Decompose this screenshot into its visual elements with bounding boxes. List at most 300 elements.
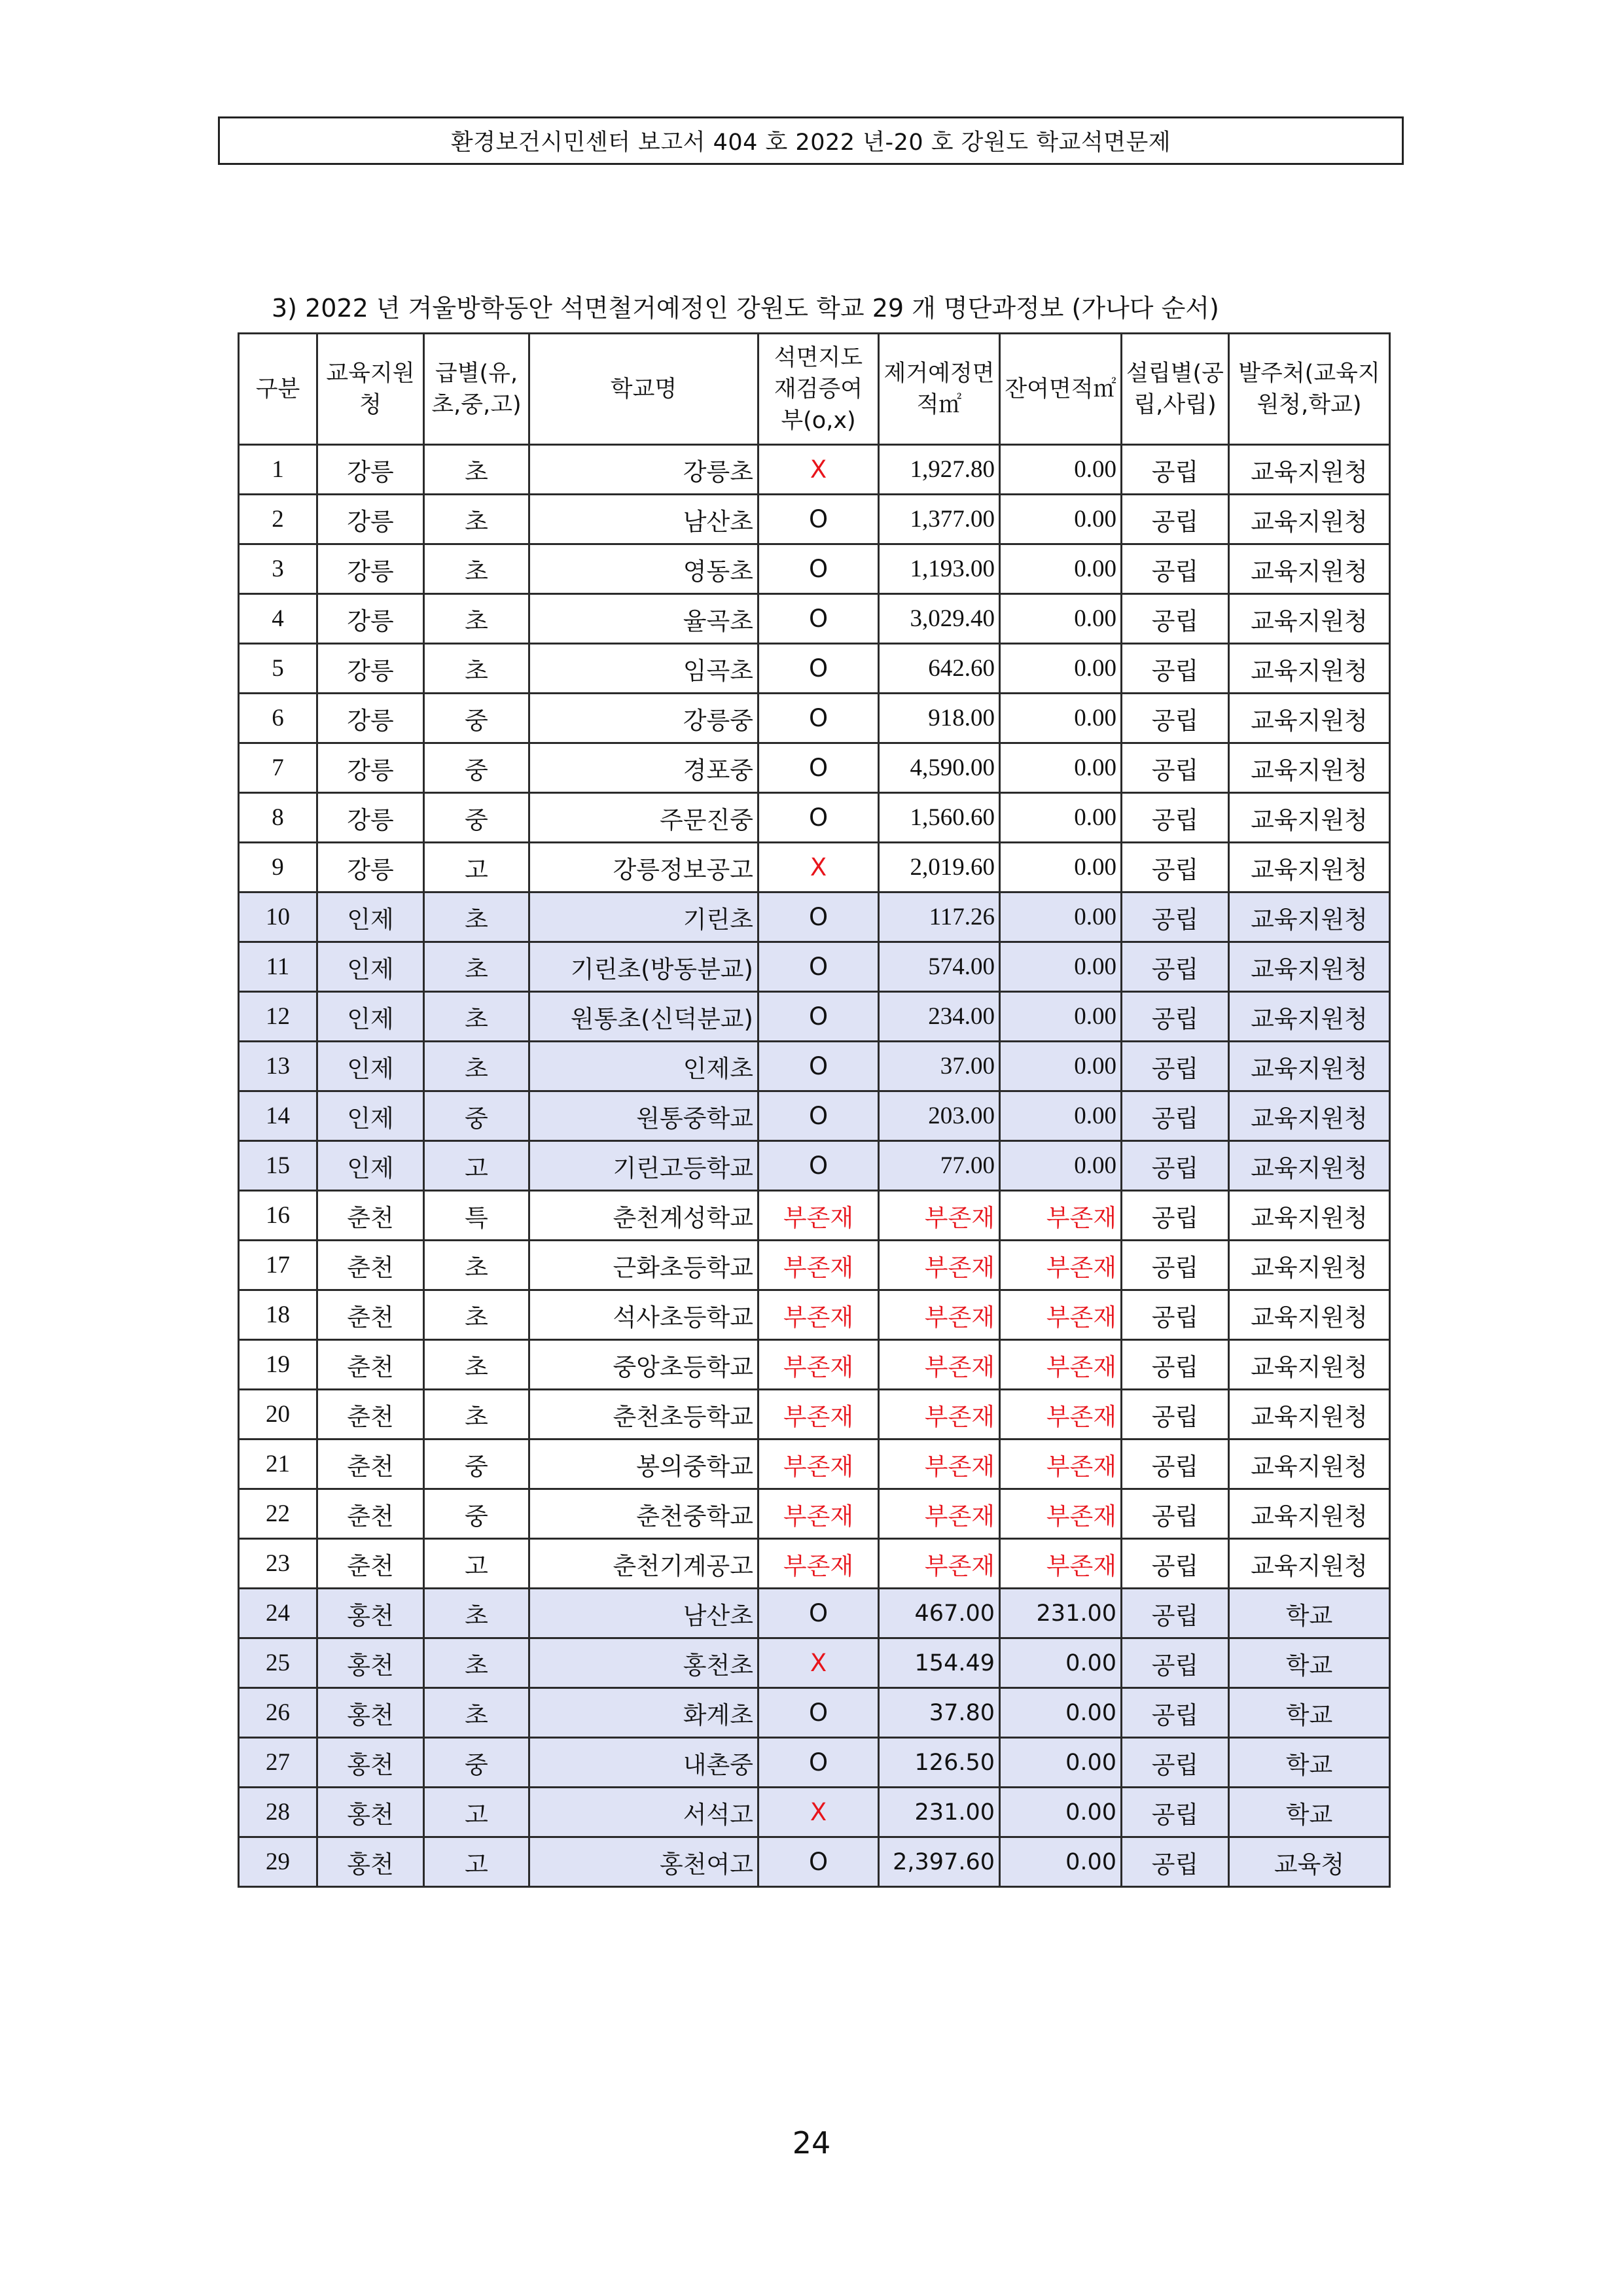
verification-cell: 부존재: [758, 1390, 879, 1439]
removal-area-cell: 234.00: [879, 992, 1000, 1042]
remaining-area-cell: 0.00: [1000, 892, 1122, 942]
header-cell: 급별(유,초,중,고): [424, 334, 529, 445]
row-number-cell: 14: [239, 1091, 317, 1141]
removal-area-cell: 231.00: [879, 1788, 1000, 1837]
level-cell: 고: [424, 1141, 529, 1191]
removal-area-cell: 2,397.60: [879, 1837, 1000, 1887]
removal-area-cell: 부존재: [879, 1390, 1000, 1439]
header-cell: 잔여면적㎡: [1000, 334, 1122, 445]
level-cell: 중: [424, 1439, 529, 1489]
establishment-cell: 공립: [1122, 1688, 1229, 1738]
establishment-cell: 공립: [1122, 942, 1229, 992]
row-number-cell: 27: [239, 1738, 317, 1788]
removal-area-cell: 부존재: [879, 1489, 1000, 1539]
remaining-area-cell: 0.00: [1000, 942, 1122, 992]
orderer-cell: 학교: [1229, 1788, 1390, 1837]
row-number-cell: 18: [239, 1290, 317, 1340]
school-name-cell: 봉의중학교: [529, 1439, 758, 1489]
establishment-cell: 공립: [1122, 1489, 1229, 1539]
school-name-cell: 인제초: [529, 1042, 758, 1091]
orderer-cell: 교육지원청: [1229, 644, 1390, 694]
row-number-cell: 15: [239, 1141, 317, 1191]
row-number-cell: 8: [239, 793, 317, 843]
removal-area-cell: 1,193.00: [879, 544, 1000, 594]
row-number-cell: 13: [239, 1042, 317, 1091]
establishment-cell: 공립: [1122, 1738, 1229, 1788]
table-row: [239, 1290, 1390, 1340]
row-number-cell: 19: [239, 1340, 317, 1390]
office-cell: 춘천: [317, 1439, 424, 1489]
remaining-area-cell: 0.00: [1000, 793, 1122, 843]
level-cell: 중: [424, 743, 529, 793]
office-cell: 홍천: [317, 1837, 424, 1887]
verification-cell: O: [758, 1042, 879, 1091]
table-row: [239, 594, 1390, 644]
table-row: [239, 1439, 1390, 1489]
establishment-cell: 공립: [1122, 544, 1229, 594]
establishment-cell: 공립: [1122, 843, 1229, 892]
row-number-cell: 5: [239, 644, 317, 694]
level-cell: 초: [424, 1390, 529, 1439]
table-row: [239, 544, 1390, 594]
level-cell: 중: [424, 1091, 529, 1141]
verification-cell: 부존재: [758, 1439, 879, 1489]
orderer-cell: 학교: [1229, 1638, 1390, 1688]
removal-area-cell: 154.49: [879, 1638, 1000, 1688]
establishment-cell: 공립: [1122, 1290, 1229, 1340]
office-cell: 춘천: [317, 1290, 424, 1340]
orderer-cell: 교육지원청: [1229, 793, 1390, 843]
office-cell: 춘천: [317, 1390, 424, 1439]
verification-cell: 부존재: [758, 1539, 879, 1589]
office-cell: 홍천: [317, 1688, 424, 1738]
office-cell: 강릉: [317, 445, 424, 495]
school-name-cell: 춘천기계공고: [529, 1539, 758, 1589]
school-name-cell: 중앙초등학교: [529, 1340, 758, 1390]
table-row: [239, 644, 1390, 694]
establishment-cell: 공립: [1122, 1837, 1229, 1887]
removal-area-cell: 부존재: [879, 1439, 1000, 1489]
school-name-cell: 원통중학교: [529, 1091, 758, 1141]
office-cell: 강릉: [317, 594, 424, 644]
school-name-cell: 화계초: [529, 1688, 758, 1738]
school-name-cell: 춘천초등학교: [529, 1390, 758, 1439]
row-number-cell: 29: [239, 1837, 317, 1887]
removal-area-cell: 부존재: [879, 1539, 1000, 1589]
table-row: [239, 1589, 1390, 1638]
level-cell: 초: [424, 1290, 529, 1340]
school-name-cell: 춘천계성학교: [529, 1191, 758, 1241]
level-cell: 고: [424, 1539, 529, 1589]
school-name-cell: 강릉중: [529, 694, 758, 743]
level-cell: 초: [424, 1340, 529, 1390]
removal-area-cell: 2,019.60: [879, 843, 1000, 892]
orderer-cell: 교육지원청: [1229, 1290, 1390, 1340]
office-cell: 춘천: [317, 1539, 424, 1589]
verification-cell: O: [758, 1837, 879, 1887]
table-row: [239, 992, 1390, 1042]
remaining-area-cell: 부존재: [1000, 1489, 1122, 1539]
remaining-area-cell: 231.00: [1000, 1589, 1122, 1638]
level-cell: 초: [424, 495, 529, 544]
row-number-cell: 11: [239, 942, 317, 992]
level-cell: 특: [424, 1191, 529, 1241]
header-cell: 학교명: [529, 334, 758, 445]
establishment-cell: 공립: [1122, 1241, 1229, 1290]
school-name-cell: 석사초등학교: [529, 1290, 758, 1340]
remaining-area-cell: 부존재: [1000, 1241, 1122, 1290]
establishment-cell: 공립: [1122, 445, 1229, 495]
establishment-cell: 공립: [1122, 1340, 1229, 1390]
row-number-cell: 25: [239, 1638, 317, 1688]
table-row: [239, 1489, 1390, 1539]
school-name-cell: 기린초: [529, 892, 758, 942]
row-number-cell: 4: [239, 594, 317, 644]
verification-cell: O: [758, 1091, 879, 1141]
table-row: [239, 1638, 1390, 1688]
office-cell: 홍천: [317, 1738, 424, 1788]
row-number-cell: 23: [239, 1539, 317, 1589]
orderer-cell: 교육지원청: [1229, 1539, 1390, 1589]
orderer-cell: 교육지원청: [1229, 892, 1390, 942]
removal-area-cell: 126.50: [879, 1738, 1000, 1788]
orderer-cell: 교육지원청: [1229, 942, 1390, 992]
removal-area-cell: 부존재: [879, 1340, 1000, 1390]
removal-area-cell: 부존재: [879, 1241, 1000, 1290]
orderer-cell: 교육청: [1229, 1837, 1390, 1887]
level-cell: 초: [424, 644, 529, 694]
school-name-cell: 기린고등학교: [529, 1141, 758, 1191]
establishment-cell: 공립: [1122, 1390, 1229, 1439]
table-row: [239, 942, 1390, 992]
level-cell: 중: [424, 793, 529, 843]
removal-area-cell: 부존재: [879, 1191, 1000, 1241]
orderer-cell: 교육지원청: [1229, 1390, 1390, 1439]
school-name-cell: 남산초: [529, 495, 758, 544]
row-number-cell: 10: [239, 892, 317, 942]
level-cell: 중: [424, 1489, 529, 1539]
office-cell: 강릉: [317, 644, 424, 694]
remaining-area-cell: 0.00: [1000, 1788, 1122, 1837]
office-cell: 인제: [317, 992, 424, 1042]
establishment-cell: 공립: [1122, 992, 1229, 1042]
removal-area-cell: 1,377.00: [879, 495, 1000, 544]
remaining-area-cell: 부존재: [1000, 1191, 1122, 1241]
remaining-area-cell: 부존재: [1000, 1290, 1122, 1340]
remaining-area-cell: 0.00: [1000, 1091, 1122, 1141]
verification-cell: O: [758, 743, 879, 793]
office-cell: 강릉: [317, 743, 424, 793]
orderer-cell: 교육지원청: [1229, 594, 1390, 644]
establishment-cell: 공립: [1122, 793, 1229, 843]
verification-cell: 부존재: [758, 1340, 879, 1390]
table-row: [239, 694, 1390, 743]
table-header-row: [239, 334, 1390, 445]
orderer-cell: 교육지원청: [1229, 694, 1390, 743]
establishment-cell: 공립: [1122, 1539, 1229, 1589]
remaining-area-cell: 0.00: [1000, 743, 1122, 793]
orderer-cell: 교육지원청: [1229, 1241, 1390, 1290]
verification-cell: O: [758, 1738, 879, 1788]
establishment-cell: 공립: [1122, 1788, 1229, 1837]
removal-area-cell: 574.00: [879, 942, 1000, 992]
table-row: [239, 843, 1390, 892]
level-cell: 초: [424, 544, 529, 594]
orderer-cell: 교육지원청: [1229, 445, 1390, 495]
table-row: [239, 743, 1390, 793]
orderer-cell: 교육지원청: [1229, 743, 1390, 793]
table-row: [239, 793, 1390, 843]
table-row: [239, 445, 1390, 495]
row-number-cell: 7: [239, 743, 317, 793]
school-name-cell: 주문진중: [529, 793, 758, 843]
row-number-cell: 6: [239, 694, 317, 743]
remaining-area-cell: 0.00: [1000, 1738, 1122, 1788]
establishment-cell: 공립: [1122, 495, 1229, 544]
remaining-area-cell: 0.00: [1000, 594, 1122, 644]
level-cell: 고: [424, 1788, 529, 1837]
remaining-area-cell: 0.00: [1000, 445, 1122, 495]
school-name-cell: 근화초등학교: [529, 1241, 758, 1290]
removal-area-cell: 37.80: [879, 1688, 1000, 1738]
office-cell: 홍천: [317, 1638, 424, 1688]
school-name-cell: 남산초: [529, 1589, 758, 1638]
remaining-area-cell: 0.00: [1000, 1042, 1122, 1091]
row-number-cell: 1: [239, 445, 317, 495]
level-cell: 고: [424, 1837, 529, 1887]
verification-cell: O: [758, 1589, 879, 1638]
removal-area-cell: 1,560.60: [879, 793, 1000, 843]
removal-area-cell: 37.00: [879, 1042, 1000, 1091]
row-number-cell: 16: [239, 1191, 317, 1241]
remaining-area-cell: 0.00: [1000, 644, 1122, 694]
remaining-area-cell: 부존재: [1000, 1439, 1122, 1489]
row-number-cell: 3: [239, 544, 317, 594]
table-row: [239, 1539, 1390, 1589]
remaining-area-cell: 0.00: [1000, 544, 1122, 594]
verification-cell: X: [758, 1788, 879, 1837]
removal-area-cell: 117.26: [879, 892, 1000, 942]
verification-cell: X: [758, 843, 879, 892]
establishment-cell: 공립: [1122, 1141, 1229, 1191]
verification-cell: O: [758, 1688, 879, 1738]
orderer-cell: 교육지원청: [1229, 1191, 1390, 1241]
orderer-cell: 학교: [1229, 1738, 1390, 1788]
orderer-cell: 교육지원청: [1229, 1340, 1390, 1390]
verification-cell: O: [758, 644, 879, 694]
office-cell: 인제: [317, 1091, 424, 1141]
remaining-area-cell: 0.00: [1000, 694, 1122, 743]
table-row: [239, 1738, 1390, 1788]
remaining-area-cell: 부존재: [1000, 1390, 1122, 1439]
report-header: [218, 116, 1404, 165]
orderer-cell: 교육지원청: [1229, 992, 1390, 1042]
verification-cell: O: [758, 793, 879, 843]
verification-cell: O: [758, 1141, 879, 1191]
school-name-cell: 춘천중학교: [529, 1489, 758, 1539]
office-cell: 인제: [317, 942, 424, 992]
orderer-cell: 교육지원청: [1229, 495, 1390, 544]
removal-area-cell: 77.00: [879, 1141, 1000, 1191]
orderer-cell: 교육지원청: [1229, 1141, 1390, 1191]
school-name-cell: 원통초(신덕분교): [529, 992, 758, 1042]
office-cell: 강릉: [317, 544, 424, 594]
row-number-cell: 24: [239, 1589, 317, 1638]
verification-cell: 부존재: [758, 1191, 879, 1241]
verification-cell: O: [758, 992, 879, 1042]
row-number-cell: 12: [239, 992, 317, 1042]
level-cell: 초: [424, 1042, 529, 1091]
verification-cell: O: [758, 892, 879, 942]
establishment-cell: 공립: [1122, 1042, 1229, 1091]
establishment-cell: 공립: [1122, 1638, 1229, 1688]
school-name-cell: 홍천초: [529, 1638, 758, 1688]
establishment-cell: 공립: [1122, 1091, 1229, 1141]
orderer-cell: 교육지원청: [1229, 1439, 1390, 1489]
remaining-area-cell: 0.00: [1000, 1141, 1122, 1191]
table-row: [239, 1788, 1390, 1837]
header-cell: 발주처(교육지원청,학교): [1229, 334, 1390, 445]
page-number: 24: [792, 2125, 831, 2161]
table-row: [239, 1340, 1390, 1390]
office-cell: 인제: [317, 1042, 424, 1091]
verification-cell: X: [758, 1638, 879, 1688]
establishment-cell: 공립: [1122, 1191, 1229, 1241]
level-cell: 초: [424, 892, 529, 942]
orderer-cell: 교육지원청: [1229, 1091, 1390, 1141]
remaining-area-cell: 부존재: [1000, 1539, 1122, 1589]
verification-cell: 부존재: [758, 1241, 879, 1290]
verification-cell: O: [758, 694, 879, 743]
level-cell: 고: [424, 843, 529, 892]
removal-area-cell: 918.00: [879, 694, 1000, 743]
table-row: [239, 1688, 1390, 1738]
office-cell: 홍천: [317, 1589, 424, 1638]
row-number-cell: 2: [239, 495, 317, 544]
office-cell: 강릉: [317, 694, 424, 743]
remaining-area-cell: 0.00: [1000, 1688, 1122, 1738]
row-number-cell: 20: [239, 1390, 317, 1439]
school-name-cell: 기린초(방동분교): [529, 942, 758, 992]
establishment-cell: 공립: [1122, 743, 1229, 793]
remaining-area-cell: 0.00: [1000, 495, 1122, 544]
removal-area-cell: 부존재: [879, 1290, 1000, 1340]
table-row: [239, 1837, 1390, 1887]
office-cell: 인제: [317, 1141, 424, 1191]
orderer-cell: 학교: [1229, 1688, 1390, 1738]
verification-cell: O: [758, 942, 879, 992]
establishment-cell: 공립: [1122, 1589, 1229, 1638]
header-cell: 교육지원청: [317, 334, 424, 445]
remaining-area-cell: 0.00: [1000, 1638, 1122, 1688]
verification-cell: 부존재: [758, 1489, 879, 1539]
removal-area-cell: 4,590.00: [879, 743, 1000, 793]
orderer-cell: 교육지원청: [1229, 1489, 1390, 1539]
school-name-cell: 임곡초: [529, 644, 758, 694]
header-cell: 설립별(공립,사립): [1122, 334, 1229, 445]
school-name-cell: 내촌중: [529, 1738, 758, 1788]
orderer-cell: 교육지원청: [1229, 1042, 1390, 1091]
level-cell: 초: [424, 992, 529, 1042]
table-row: [239, 1390, 1390, 1439]
office-cell: 춘천: [317, 1489, 424, 1539]
office-cell: 강릉: [317, 843, 424, 892]
level-cell: 초: [424, 1589, 529, 1638]
row-number-cell: 17: [239, 1241, 317, 1290]
table-row: [239, 1141, 1390, 1191]
report-header-title: 환경보건시민센터 보고서 404 호 2022 년-20 호 강원도 학교석면문제: [450, 130, 1171, 156]
establishment-cell: 공립: [1122, 594, 1229, 644]
row-number-cell: 9: [239, 843, 317, 892]
level-cell: 초: [424, 1638, 529, 1688]
school-name-cell: 홍천여고: [529, 1837, 758, 1887]
row-number-cell: 21: [239, 1439, 317, 1489]
table-row: [239, 892, 1390, 942]
orderer-cell: 학교: [1229, 1589, 1390, 1638]
school-name-cell: 경포중: [529, 743, 758, 793]
remaining-area-cell: 0.00: [1000, 1837, 1122, 1887]
school-name-cell: 영동초: [529, 544, 758, 594]
orderer-cell: 교육지원청: [1229, 843, 1390, 892]
office-cell: 강릉: [317, 495, 424, 544]
school-name-cell: 서석고: [529, 1788, 758, 1837]
level-cell: 초: [424, 594, 529, 644]
establishment-cell: 공립: [1122, 694, 1229, 743]
office-cell: 강릉: [317, 793, 424, 843]
office-cell: 춘천: [317, 1241, 424, 1290]
level-cell: 중: [424, 694, 529, 743]
establishment-cell: 공립: [1122, 644, 1229, 694]
removal-area-cell: 1,927.80: [879, 445, 1000, 495]
table-row: [239, 1042, 1390, 1091]
school-asbestos-table: [238, 332, 1391, 1888]
row-number-cell: 22: [239, 1489, 317, 1539]
level-cell: 중: [424, 1738, 529, 1788]
verification-cell: 부존재: [758, 1290, 879, 1340]
establishment-cell: 공립: [1122, 892, 1229, 942]
office-cell: 춘천: [317, 1191, 424, 1241]
orderer-cell: 교육지원청: [1229, 544, 1390, 594]
header-cell: 석면지도재검증여부(o,x): [758, 334, 879, 445]
level-cell: 초: [424, 445, 529, 495]
header-cell: 구분: [239, 334, 317, 445]
office-cell: 춘천: [317, 1340, 424, 1390]
removal-area-cell: 3,029.40: [879, 594, 1000, 644]
level-cell: 초: [424, 942, 529, 992]
table-row: [239, 495, 1390, 544]
school-name-cell: 강릉정보공고: [529, 843, 758, 892]
remaining-area-cell: 0.00: [1000, 992, 1122, 1042]
row-number-cell: 26: [239, 1688, 317, 1738]
table-row: [239, 1241, 1390, 1290]
verification-cell: O: [758, 495, 879, 544]
table-row: [239, 1091, 1390, 1141]
removal-area-cell: 642.60: [879, 644, 1000, 694]
row-number-cell: 28: [239, 1788, 317, 1837]
removal-area-cell: 203.00: [879, 1091, 1000, 1141]
verification-cell: O: [758, 594, 879, 644]
table-caption: 3) 2022 년 겨울방학동안 석면철거예정인 강원도 학교 29 개 명단과정보 (가나다 순서): [272, 294, 1219, 323]
verification-cell: X: [758, 445, 879, 495]
office-cell: 홍천: [317, 1788, 424, 1837]
level-cell: 초: [424, 1688, 529, 1738]
remaining-area-cell: 0.00: [1000, 843, 1122, 892]
remaining-area-cell: 부존재: [1000, 1340, 1122, 1390]
school-name-cell: 율곡초: [529, 594, 758, 644]
school-name-cell: 강릉초: [529, 445, 758, 495]
level-cell: 초: [424, 1241, 529, 1290]
verification-cell: O: [758, 544, 879, 594]
